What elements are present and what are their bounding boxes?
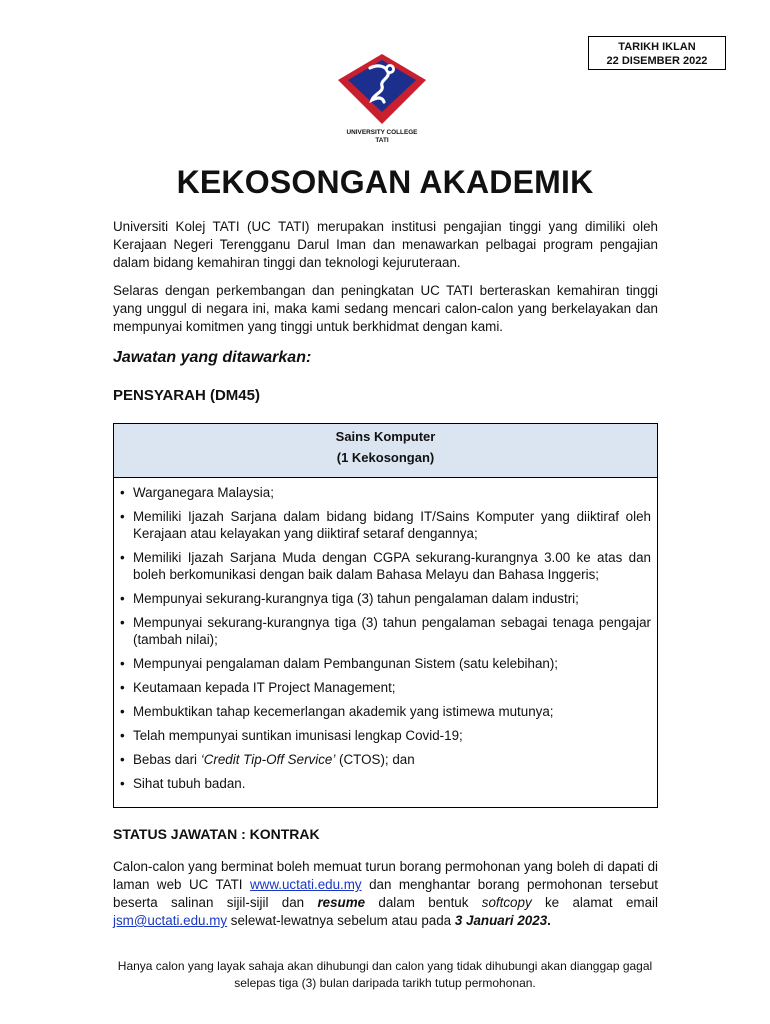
ad-date-label: TARIKH IKLAN — [618, 41, 696, 53]
deadline-date: 3 Januari 2023 — [454, 913, 548, 928]
requirements-list — [114, 478, 657, 792]
bullet-icon: • — [120, 704, 125, 719]
list-item: • Memiliki Ijazah Sarjana dalam bidang bidang IT/Sains Komputer yang diiktiraf oleh Kerajaan atau kelayakan yang diiktiraf setaraf dengannya; — [120, 509, 651, 541]
footnote: Hanya calon yang layak sahaja akan dihubungi dan calon yang tidak dihubungi akan dianggap gagal selepas tiga (3) bulan daripada tarikh tutup permohonan. — [117, 959, 653, 990]
list-item: • Warganegara Malaysia; — [120, 485, 274, 500]
requirements-box — [113, 423, 658, 808]
bullet-icon: • — [120, 591, 125, 606]
field-name: Sains Komputer — [335, 429, 436, 444]
ad-date-value: 22 DISEMBER 2022 — [606, 55, 708, 67]
bullet-icon: • — [120, 752, 125, 767]
bullet-icon: • — [120, 550, 125, 565]
logo-text-line1: UNIVERSITY COLLEGE — [346, 129, 418, 136]
list-item: • Mempunyai sekurang-kurangnya tiga (3) tahun pengalaman sebagai tenaga pengajar (tambah nilai); — [120, 615, 651, 647]
website-link[interactable]: www.uctati.edu.my — [249, 877, 362, 892]
list-item: • Keutamaan kepada IT Project Management; — [120, 680, 396, 695]
list-item: • Mempunyai pengalaman dalam Pembangunan Sistem (satu kelebihan); — [120, 656, 559, 671]
list-item: • Mempunyai sekurang-kurangnya tiga (3) tahun pengalaman dalam industri; — [120, 591, 579, 606]
logo-text-line2: TATI — [375, 137, 389, 144]
bullet-icon: • — [120, 656, 125, 671]
bullet-icon: • — [120, 509, 125, 524]
application-paragraph: Calon-calon yang berminat boleh memuat turun borang permohonan yang boleh di dapati di laman web UC TATI www.uctati.edu.my dan menghantar borang permohonan tersebut beserta salinan sijil-sijil dan resume dalam bentuk softcopy ke alamat email jsm@uctati.edu.my selewat-lewatnya sebelum atau pada 3 Januari 2023. — [113, 859, 658, 928]
list-item-ctos: • Bebas dari ‘Credit Tip-Off Service’ (CTOS); dan — [120, 752, 415, 767]
bullet-icon: • — [120, 776, 125, 791]
intro-paragraph-1: Universiti Kolej TATI (UC TATI) merupakan institusi pengajian tinggi yang dimiliki oleh Kerajaan Negeri Terengganu Darul Iman dan menawarkan pelbagai program pengajian dalam bidang kemahiran tinggi dan teknologi kejuruteraan. — [113, 219, 658, 270]
ad-date-box — [588, 36, 726, 70]
bullet-icon: • — [120, 485, 125, 500]
bullet-icon: • — [120, 680, 125, 695]
list-item: • Memiliki Ijazah Sarjana Muda dengan CGPA sekurang-kurangnya 3.00 ke atas dan boleh berkomunikasi dengan baik dalam Bahasa Melayu dan Bahasa Inggeris; — [120, 550, 651, 582]
post-title: PENSYARAH (DM45) — [113, 387, 260, 404]
email-link[interactable]: jsm@uctati.edu.my — [113, 913, 228, 928]
positions-heading: Jawatan yang ditawarkan: — [113, 349, 312, 366]
page-title: KEKOSONGAN AKADEMIK — [176, 164, 594, 200]
bullet-icon: • — [120, 615, 125, 630]
requirements-header — [114, 424, 657, 478]
list-item: • Telah mempunyai suntikan imunisasi lengkap Covid-19; — [120, 728, 463, 743]
status-heading: STATUS JAWATAN : KONTRAK — [113, 826, 320, 842]
vacancy-count: (1 Kekosongan) — [336, 450, 435, 465]
uc-tati-logo — [334, 50, 430, 146]
intro-paragraph-2: Selaras dengan perkembangan dan peningkatan UC TATI berteraskan kemahiran tinggi yang unggul di negara ini, maka kami sedang mencari calon-calon yang berkelayakan dan mempunyai komitmen yang tinggi untuk berkhidmat dengan kami. — [113, 283, 658, 334]
list-item: • Sihat tubuh badan. — [120, 776, 246, 791]
list-item: • Membuktikan tahap kecemerlangan akademik yang istimewa mutunya; — [120, 704, 554, 719]
bullet-icon: • — [120, 728, 125, 743]
